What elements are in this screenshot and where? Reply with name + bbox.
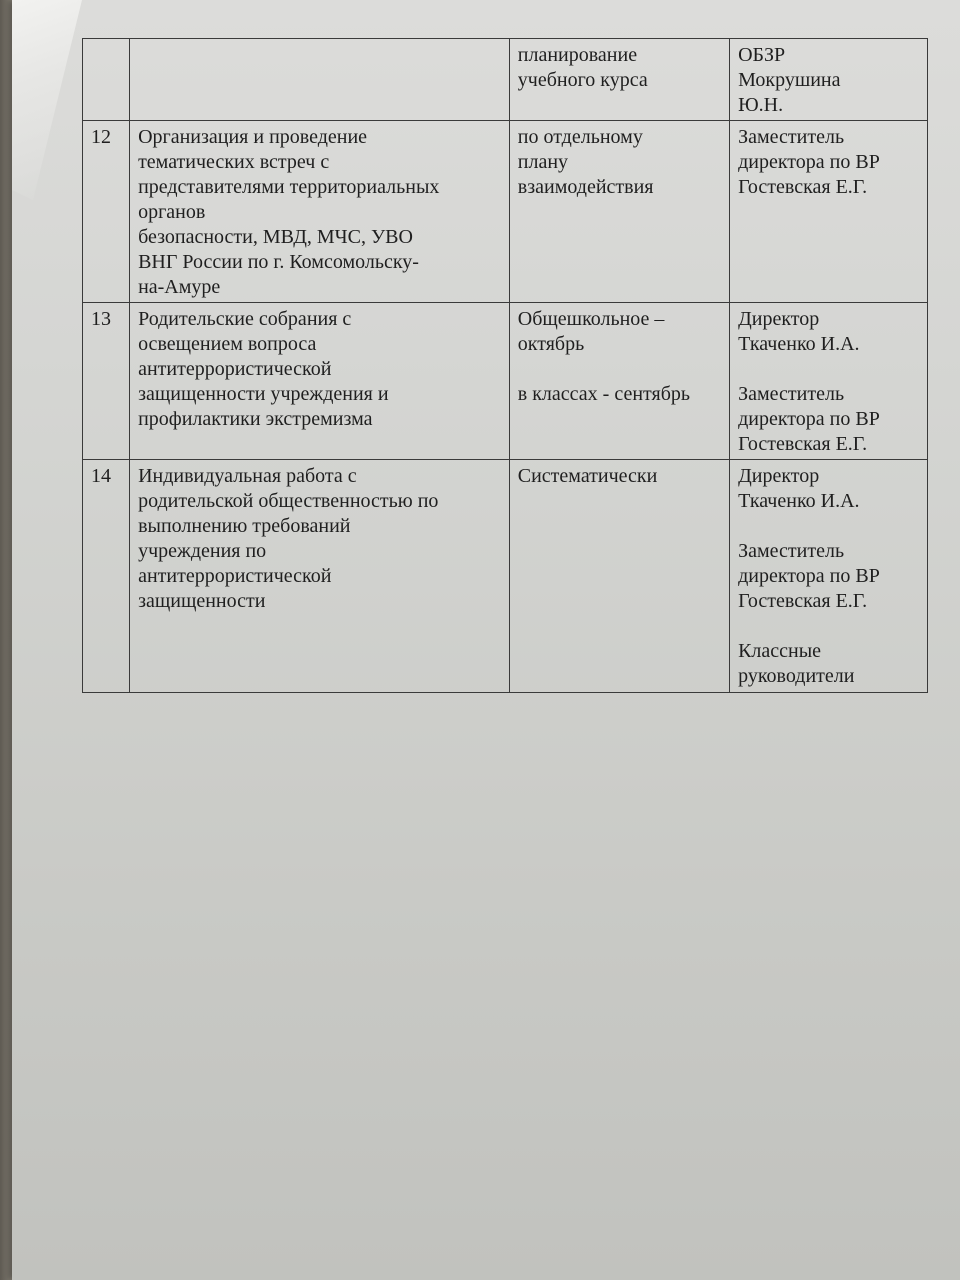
- timing-cell: Общешкольное – октябрь в классах - сентябрь: [509, 303, 729, 460]
- responsible-cell: Директор Ткаченко И.А. Заместитель директора по ВР Гостевская Е.Г.: [730, 303, 928, 460]
- row-number-cell: 14: [83, 460, 130, 693]
- table-row: [83, 460, 928, 693]
- responsible-cell: ОБЗР Мокрушина Ю.Н.: [730, 39, 928, 121]
- responsible-cell: Директор Ткаченко И.А. Заместитель директора по ВР Гостевская Е.Г. Классные руководители: [730, 460, 928, 693]
- activity-plan-table: [82, 38, 928, 693]
- activity-cell: Индивидуальная работа с родительской общественностью по выполнению требований учреждения по антитеррористической защищенности: [130, 460, 510, 693]
- timing-cell: по отдельному плану взаимодействия: [509, 121, 729, 303]
- activity-cell: [130, 39, 510, 121]
- table-row: [83, 303, 928, 460]
- activity-cell: Родительские собрания с освещением вопроса антитеррористической защищенности учреждения и профилактики экстремизма: [130, 303, 510, 460]
- table-row: [83, 39, 928, 121]
- timing-cell: планирование учебного курса: [509, 39, 729, 121]
- table-row: [83, 121, 928, 303]
- responsible-cell: Заместитель директора по ВР Гостевская Е.Г.: [730, 121, 928, 303]
- activity-cell: Организация и проведение тематических встреч с представителями территориальных органов безопасности, МВД, МЧС, УВО ВНГ России по г. Комсомольску- на-Амуре: [130, 121, 510, 303]
- row-number-cell: 13: [83, 303, 130, 460]
- row-number-cell: [83, 39, 130, 121]
- timing-cell: Систематически: [509, 460, 729, 693]
- page-curl: [12, 0, 82, 200]
- row-number-cell: 12: [83, 121, 130, 303]
